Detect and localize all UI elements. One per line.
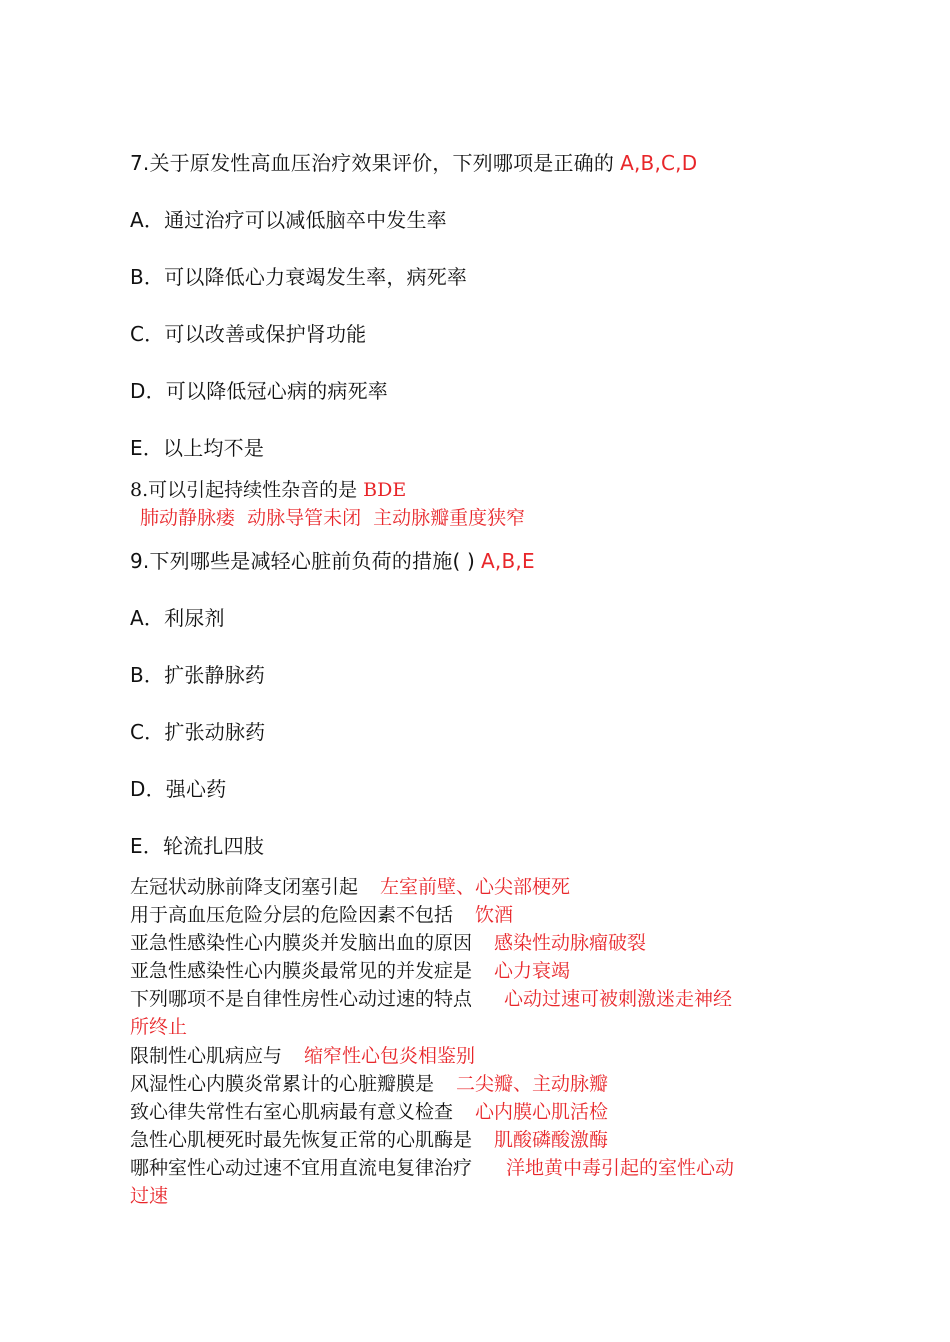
question-9-option-c: C．扩张动脉药 — [130, 720, 266, 744]
qa-answer: 肌酸磷酸激酶 — [494, 1129, 609, 1151]
qa-item — [130, 928, 646, 955]
qa-question: 哪种室性心动过速不宜用直流电复律治疗 — [130, 1157, 473, 1179]
qa-item — [130, 872, 570, 899]
qa-question: 风湿性心内膜炎常累计的心脏瓣膜是 — [130, 1073, 435, 1095]
qa-item — [130, 1153, 734, 1180]
qa-answer-continuation: 过速 — [130, 1185, 169, 1207]
qa-answer: 饮酒 — [475, 904, 514, 926]
qa-answer: 二尖瓣、主动脉瓣 — [456, 1073, 609, 1095]
question-7-stem — [130, 147, 697, 176]
question-7-option-b: B．可以降低心力衰竭发生率，病死率 — [130, 265, 468, 289]
question-8-answer-text: 肺动静脉瘘 动脉导管未闭 主动脉瓣重度狭窄 — [140, 507, 526, 529]
qa-question: 左冠状动脉前降支闭塞引起 — [130, 876, 359, 898]
qa-item — [130, 1069, 608, 1096]
question-7-option-d: D．可以降低冠心病的病死率 — [130, 379, 389, 403]
qa-question: 致心律失常性右室心肌病最有意义检查 — [130, 1101, 454, 1123]
qa-answer: 感染性动脉瘤破裂 — [494, 932, 647, 954]
qa-item — [130, 1097, 608, 1124]
question-7-option-e: E．以上均不是 — [130, 436, 265, 460]
question-9-option-d: D．强心药 — [130, 777, 227, 801]
qa-question: 亚急性感染性心内膜炎最常见的并发症是 — [130, 960, 473, 982]
qa-item — [130, 1125, 608, 1152]
qa-answer: 心内膜心肌活检 — [475, 1101, 609, 1123]
question-7-text: 7.关于原发性高血压治疗效果评价，下列哪项是正确的 — [130, 151, 615, 175]
qa-question: 下列哪项不是自律性房性心动过速的特点 — [130, 988, 473, 1010]
qa-question: 用于高血压危险分层的危险因素不包括 — [130, 904, 454, 926]
question-9-option-e: E．轮流扎四肢 — [130, 834, 265, 858]
qa-answer: 心力衰竭 — [494, 960, 571, 982]
qa-answer: 洋地黄中毒引起的室性心动 — [506, 1157, 735, 1179]
question-7-option-c: C．可以改善或保护肾功能 — [130, 322, 367, 346]
qa-question: 亚急性感染性心内膜炎并发脑出血的原因 — [130, 932, 473, 954]
question-9-text: 9.下列哪些是减轻心脏前负荷的措施( ) — [130, 549, 476, 573]
question-9-stem — [130, 545, 535, 574]
question-9-option-b: B．扩张静脉药 — [130, 663, 266, 687]
qa-item — [130, 956, 570, 983]
qa-item — [130, 1041, 475, 1068]
question-9-option-a: A．利尿剂 — [130, 606, 225, 630]
question-8-text: 8.可以引起持续性杂音的是 — [130, 479, 358, 501]
question-9-answer: A,B,E — [481, 549, 535, 573]
qa-answer: 左室前壁、心尖部梗死 — [380, 876, 571, 898]
qa-answer-continuation: 所终止 — [130, 1016, 188, 1038]
question-7-answer: A,B,C,D — [620, 151, 698, 175]
question-8-stem — [130, 475, 406, 502]
qa-answer: 心动过速可被刺激迷走神经 — [504, 988, 733, 1010]
qa-question: 限制性心肌病应与 — [130, 1045, 283, 1067]
question-8-answer: BDE — [363, 479, 407, 501]
qa-item — [130, 900, 513, 927]
qa-item — [130, 984, 732, 1011]
qa-question: 急性心肌梗死时最先恢复正常的心肌酶是 — [130, 1129, 473, 1151]
qa-answer: 缩窄性心包炎相鉴别 — [304, 1045, 476, 1067]
question-7-option-a: A．通过治疗可以减低脑卒中发生率 — [130, 208, 447, 232]
